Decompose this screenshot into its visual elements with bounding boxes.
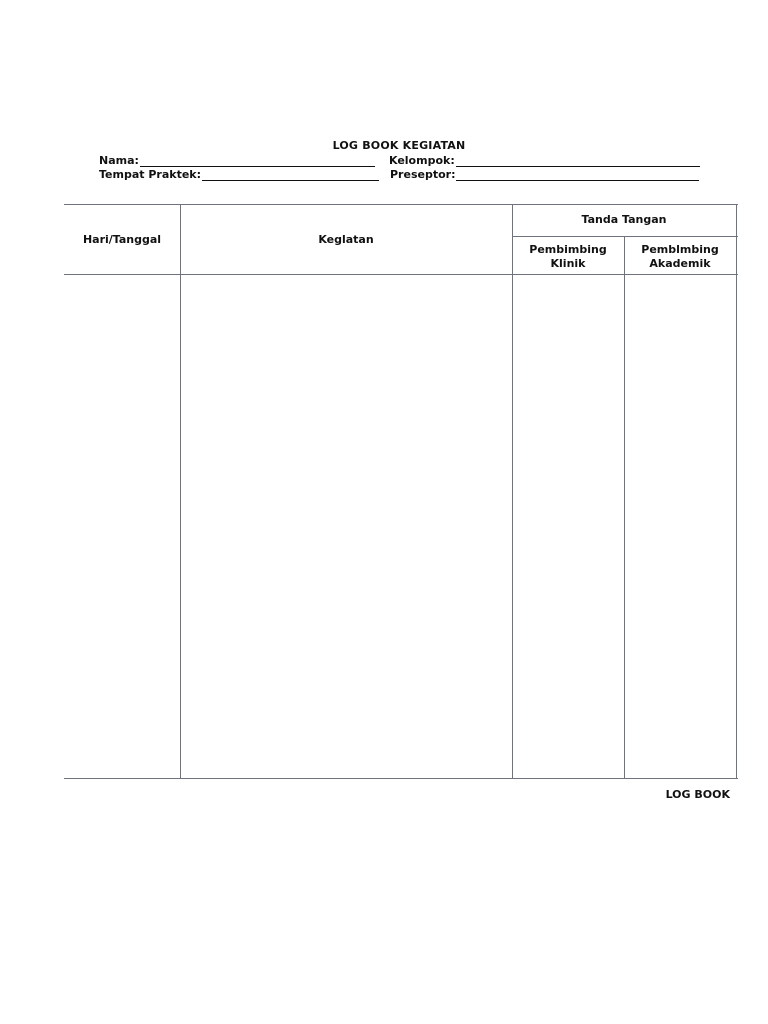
header-kegiatan: Keglatan [318,233,374,246]
nama-label: Nama: [99,154,139,167]
preseptor-blank-line [456,170,699,181]
nama-blank-line [140,156,375,167]
table-bottom-border [64,778,738,779]
table-body-hari-cell[interactable] [65,275,180,778]
preseptor-field[interactable] [390,167,699,181]
kelompok-label: Kelompok: [389,154,455,167]
header-pembimbing-akademik-line2: Akademik [649,257,711,270]
table-body-akademik-cell[interactable] [625,275,736,778]
kelompok-blank-line [456,156,700,167]
header-pembimbing-klinik-line1: Pembimbing [529,243,607,256]
header-pembimbing-klinik-line2: Klinik [550,257,586,270]
table-body-kegiatan-cell[interactable] [181,275,512,778]
header-pembimbing-klinik [512,243,624,271]
kelompok-field[interactable] [389,153,700,167]
tempat-praktek-label: Tempat Praktek: [99,168,202,181]
header-hari-tanggal: Hari/Tanggal [82,233,162,246]
table-top-border [64,204,738,205]
tempat-praktek-field[interactable] [99,167,379,181]
tempat-praktek-blank-line [202,170,379,181]
header-tanda-tangan: Tanda Tangan [581,213,667,226]
page-title: LOG BOOK KEGIATAN [332,139,466,152]
footer-label: LOG BOOK [665,788,730,801]
preseptor-label: Preseptor: [390,168,456,181]
table-body-klinik-cell[interactable] [513,275,624,778]
tanda-tangan-divider [512,236,738,237]
table-right-border [736,204,737,779]
header-pembimbing-akademik-line1: Pemblmbing [641,243,719,256]
header-pembimbing-akademik [624,243,736,271]
nama-field[interactable] [99,153,375,167]
